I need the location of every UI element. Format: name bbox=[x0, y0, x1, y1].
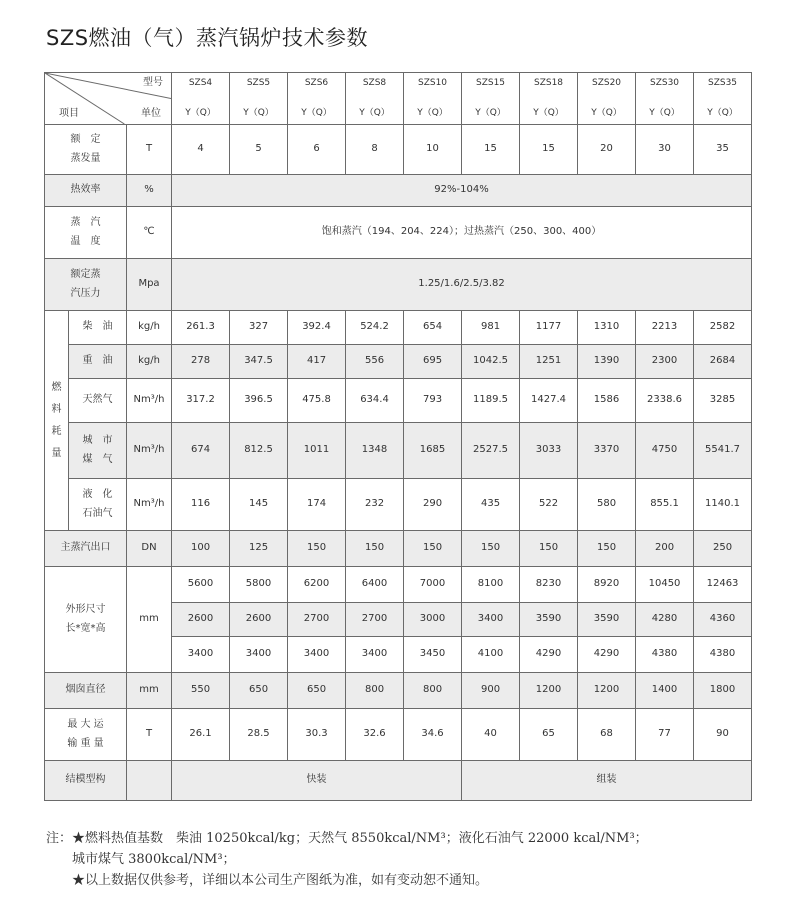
structure-type-b: 组装 bbox=[462, 761, 752, 801]
row-unit: Nm³/h bbox=[127, 379, 172, 423]
table-row: 2600 2600 2700 2700 3000 3400 3590 3590 4280 4360 bbox=[45, 603, 752, 637]
note-line: 城市煤气 3800kcal/NM³； bbox=[72, 852, 236, 867]
table-row: 3400 3400 3400 3400 3450 4100 4290 4290 4380 4380 bbox=[45, 637, 752, 673]
table-row: 烟囱直径 mm 550 650 650 800 800 900 1200 1200 1400 1800 bbox=[45, 673, 752, 709]
row-unit: mm bbox=[127, 567, 172, 673]
table-row bbox=[45, 259, 752, 311]
table-row bbox=[45, 761, 752, 801]
row-unit: kg/h bbox=[127, 345, 172, 379]
row-label: 城 市 煤 气 bbox=[69, 423, 127, 479]
header-row bbox=[45, 73, 752, 125]
table-row bbox=[45, 207, 752, 259]
span-value: 1.25/1.6/2.5/3.82 bbox=[172, 259, 752, 311]
model-header: SZS20 Y（Q） bbox=[578, 73, 636, 125]
row-unit: mm bbox=[127, 673, 172, 709]
item-label: 项目 bbox=[59, 107, 79, 119]
row-label: 烟囱直径 bbox=[45, 673, 127, 709]
header-corner-cell bbox=[45, 73, 172, 125]
note-line: 注：★燃料热值基数 柴油 10250kcal/kg；天然气 8550kcal/NM³；液化石油气 22000 kcal/NM³； bbox=[46, 831, 648, 846]
note-line: ★以上数据仅供参考，详细以本公司生产图纸为准，如有变动恕不通知。 bbox=[72, 873, 489, 888]
unit-label: 单位 bbox=[141, 107, 162, 119]
fuel-group-label: 燃料耗量 bbox=[45, 311, 69, 531]
table-row bbox=[45, 175, 752, 207]
table-row: 液 化 石油气 Nm³/h 116 145 174 232 290 435 522 580 855.1 1140.1 bbox=[45, 479, 752, 531]
page-title: SZS燃油（气）蒸汽锅炉技术参数 bbox=[46, 26, 369, 50]
model-header: SZS5 Y（Q） bbox=[230, 73, 288, 125]
model-header: SZS10 Y（Q） bbox=[404, 73, 462, 125]
row-unit: T bbox=[127, 709, 172, 761]
model-header: SZS35 Y（Q） bbox=[694, 73, 752, 125]
table-row: 天然气 Nm³/h 317.2 396.5 475.8 634.4 793 1189.5 1427.4 1586 2338.6 3285 bbox=[45, 379, 752, 423]
row-label: 结模型构 bbox=[45, 761, 127, 801]
row-label: 重 油 bbox=[69, 345, 127, 379]
row-label: 液 化 石油气 bbox=[69, 479, 127, 531]
row-label: 外形尺寸 长*宽*高 bbox=[45, 567, 127, 673]
row-unit: % bbox=[127, 175, 172, 207]
span-value: 92%-104% bbox=[172, 175, 752, 207]
span-value: 饱和蒸汽（194、204、224）；过热蒸汽（250、300、400） bbox=[172, 207, 752, 259]
model-header: SZS30 Y（Q） bbox=[636, 73, 694, 125]
row-label: 蒸 汽 温 度 bbox=[45, 207, 127, 259]
model-label: 型号 bbox=[143, 77, 164, 88]
table-row: 燃料耗量 柴 油 kg/h 261.3 327 392.4 524.2 654 981 1177 1310 2213 2582 bbox=[45, 311, 752, 345]
row-unit: T bbox=[127, 125, 172, 175]
row-label: 天然气 bbox=[69, 379, 127, 423]
row-label: 额 定 蒸发量 bbox=[45, 125, 127, 175]
row-label: 热效率 bbox=[45, 175, 127, 207]
notes bbox=[46, 828, 648, 891]
row-label: 柴 油 bbox=[69, 311, 127, 345]
structure-type-a: 快装 bbox=[172, 761, 462, 801]
table-row: 最 大 运 输 重 量 T 26.1 28.5 30.3 32.6 34.6 40 65 68 77 90 bbox=[45, 709, 752, 761]
table-row: 额 定 蒸发量 T 4 5 6 8 10 15 15 20 30 35 bbox=[45, 125, 752, 175]
table-row: 重 油 kg/h 278 347.5 417 556 695 1042.5 1251 1390 2300 2684 bbox=[45, 345, 752, 379]
row-unit: ℃ bbox=[127, 207, 172, 259]
model-header: SZS18 Y（Q） bbox=[520, 73, 578, 125]
row-unit: DN bbox=[127, 531, 172, 567]
model-header: SZS8 Y（Q） bbox=[346, 73, 404, 125]
row-label: 最 大 运 输 重 量 bbox=[45, 709, 127, 761]
model-header: SZS4 Y（Q） bbox=[172, 73, 230, 125]
row-label: 额定蒸 汽压力 bbox=[45, 259, 127, 311]
row-unit bbox=[127, 761, 172, 801]
row-label: 主蒸汽出口 bbox=[45, 531, 127, 567]
table-row: 主蒸汽出口 DN 100 125 150 150 150 150 150 150 200 250 bbox=[45, 531, 752, 567]
model-header: SZS6 Y（Q） bbox=[288, 73, 346, 125]
row-unit: kg/h bbox=[127, 311, 172, 345]
row-unit: Nm³/h bbox=[127, 479, 172, 531]
model-header: SZS15 Y（Q） bbox=[462, 73, 520, 125]
table-row: 外形尺寸 长*宽*高 mm 5600 5800 6200 6400 7000 8100 8230 8920 10450 12463 bbox=[45, 567, 752, 603]
row-unit: Nm³/h bbox=[127, 423, 172, 479]
row-unit: Mpa bbox=[127, 259, 172, 311]
table-row: 城 市 煤 气 Nm³/h 674 812.5 1011 1348 1685 2527.5 3033 3370 4750 5541.7 bbox=[45, 423, 752, 479]
spec-table bbox=[44, 72, 752, 801]
